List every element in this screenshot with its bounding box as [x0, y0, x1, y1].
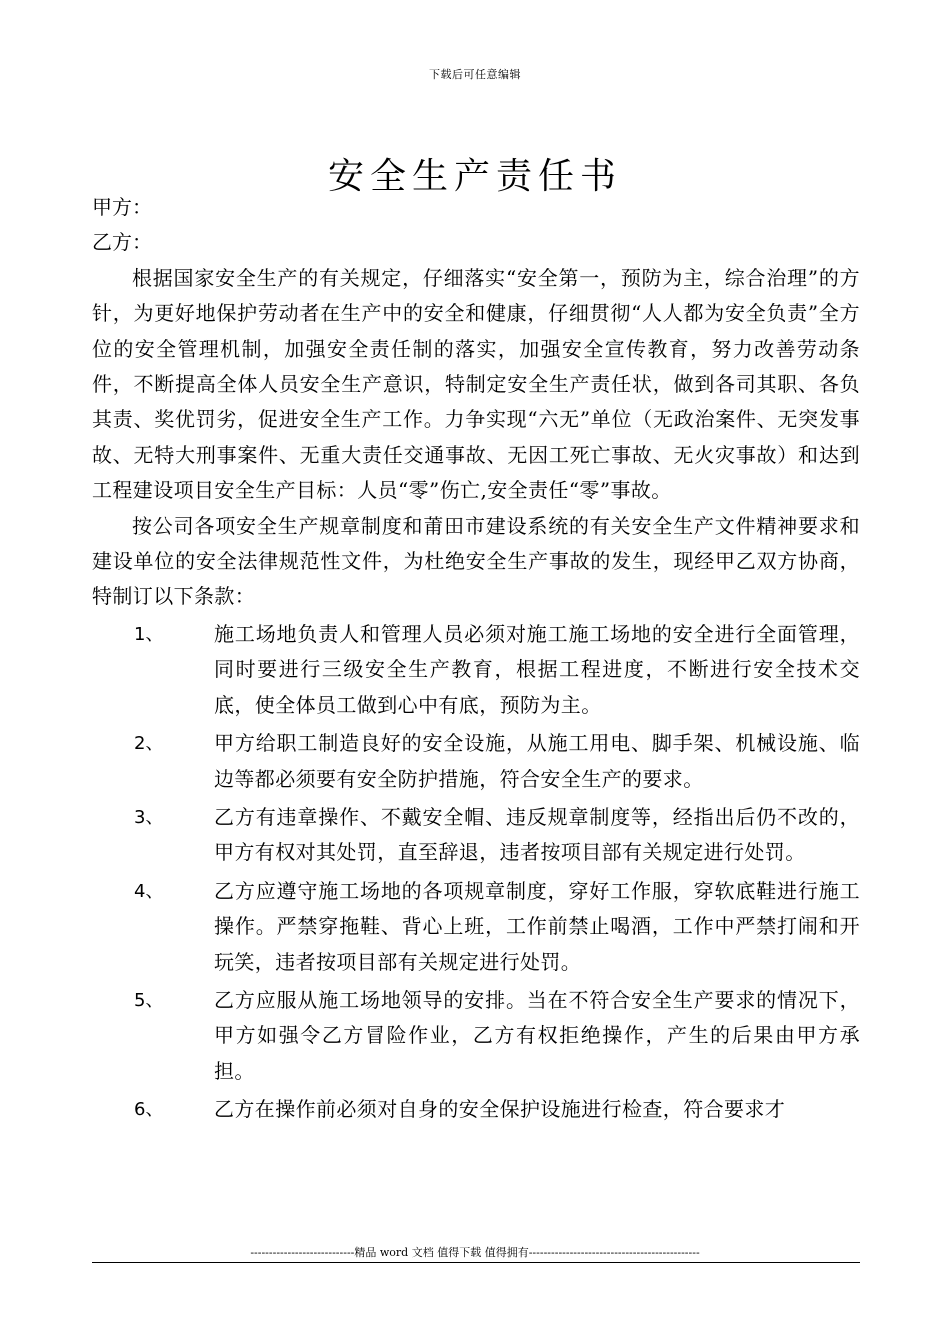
clause-number: 4、 — [134, 880, 164, 902]
terms-paragraph: 按公司各项安全生产规章制度和莆田市建设系统的有关安全生产文件精神要求和建设单位的安全法律规范性文件，为杜绝安全生产事故的发生，现经甲乙双方协商，特制订以下条款： — [92, 513, 860, 609]
clause-item — [92, 983, 860, 1089]
clause-number: 6、 — [134, 1099, 164, 1121]
party-a-label: 甲方： — [92, 195, 152, 219]
clause-text: 施工场地负责人和管理人员必须对施工施工场地的安全进行全面管理，同时要进行三级安全生产教育，根据工程进度，不断进行安全技术交底，使全体员工做到心中有底，预防为主。 — [214, 621, 860, 717]
clause-text: 甲方给职工制造良好的安全设施，从施工用电、脚手架、机械设施、临边等都必须要有安全防护措施，符合安全生产的要求。 — [214, 731, 860, 791]
clause-item — [92, 1092, 860, 1127]
clause-number: 1、 — [134, 623, 164, 645]
header-note: 下载后可任意编辑 — [429, 68, 521, 81]
clause-text: 乙方有违章操作、不戴安全帽、违反规章制度等，经指出后仍不改的，甲方有权对其处罚，直至辞退，违者按项目部有关规定进行处罚。 — [214, 804, 860, 865]
document-title: 安全生产责任书 — [327, 156, 622, 198]
clause-text: 乙方应遵守施工场地的各项规章制度，穿好工作服，穿软底鞋进行施工操作。严禁穿拖鞋、背心上班，工作前禁止喝酒，工作中严禁打闹和开玩笑，违者按项目部有关规定进行处罚。 — [214, 878, 860, 974]
party-b-label: 乙方： — [92, 230, 152, 255]
intro-paragraph: 根据国家安全生产的有关规定，仔细落实“安全第一，预防为主，综合治理”的方针，为更好地保护劳动者在生产中的安全和健康，仔细贯彻“人人都为安全负责”全方位的安全管理机制，加强安全责任制的落实，加强安全宣传教育，努力改善劳动条件，不断提高全体人员安全生产意识，特制定安全生产责任状，做到各司其职、各负其责、奖优罚劣，促进安全生产工作。力争实现“六无”单位（无政治案件、无突发事故、无特大刑事案件、无重大责任交通事故、无因工死亡事故、无火灾事故）和达到工程建设项目安全生产目标：人员“零”伤亡,安全责任“零”事故。 — [92, 265, 860, 503]
clause-number: 2、 — [134, 733, 164, 755]
footer-text: ----------------------------精品 word 文档 值得下载 值得拥有---------------------------------------------- — [250, 1246, 700, 1259]
clause-text: 乙方在操作前必须对自身的安全保护设施进行检查，符合要求才 — [214, 1097, 786, 1122]
document-body — [92, 190, 860, 1131]
clause-text: 乙方应服从施工场地领导的安排。当在不符合安全生产要求的情况下，甲方如强令乙方冒险作业，乙方有权拒绝操作，产生的后果由甲方承担。 — [214, 987, 860, 1083]
clause-item — [92, 617, 860, 723]
clause-number: 5、 — [134, 989, 164, 1011]
clause-item — [92, 874, 860, 980]
clause-item — [92, 726, 860, 797]
clause-item — [92, 800, 860, 871]
clause-number: 3、 — [134, 806, 164, 828]
footer-rule — [92, 1262, 860, 1263]
